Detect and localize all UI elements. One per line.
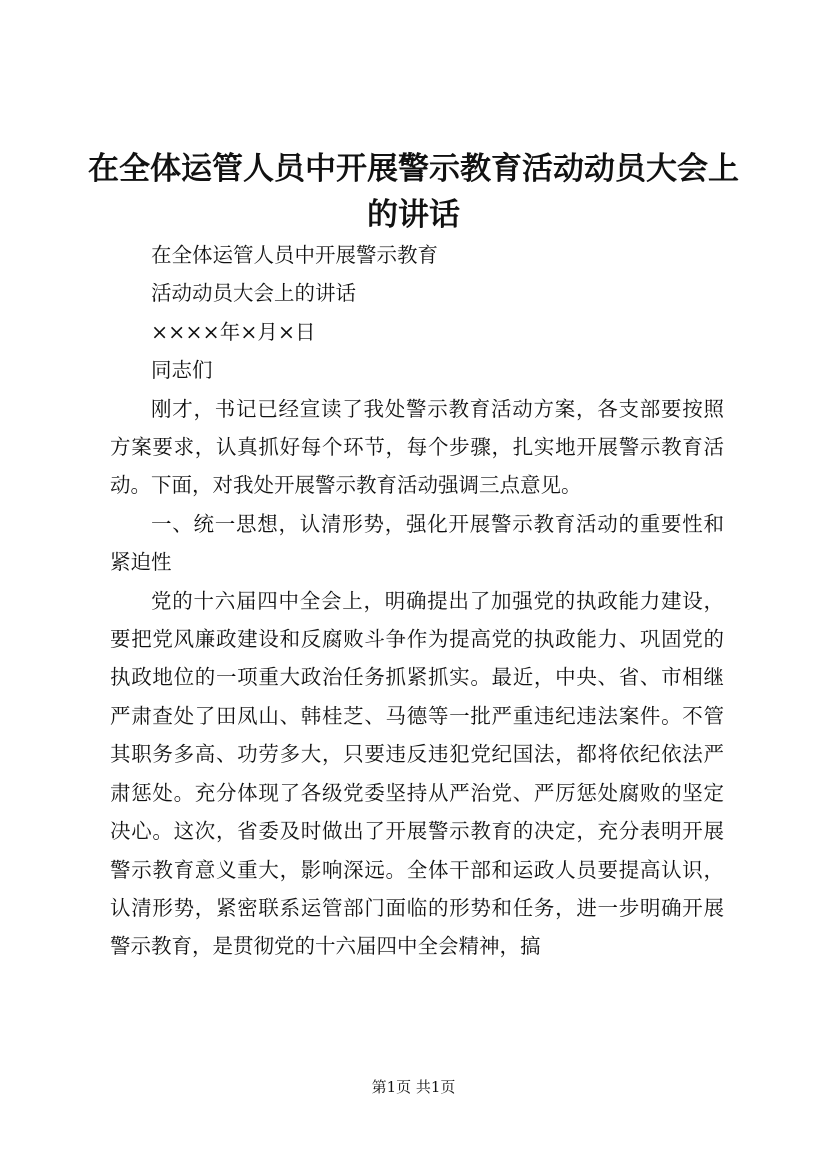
document-title: 在全体运管人员中开展警示教育活动动员大会上的讲话 [88,151,739,233]
document-body [110,236,724,966]
paragraph-date: ××××年×月×日 [151,319,316,344]
paragraph-salutation: 同志们 [151,358,213,383]
paragraph-section-heading-1: 一、统一思想，认清形势，强化开展警示教育活动的重要性和紧迫性 [110,511,724,575]
paragraph-intro: 刚才，书记已经宣读了我处警示教育活动方案，各支部要按照方案要求，认真抓好每个环节，每个步骤，扎实地开展警示教育活动。下面，对我处开展警示教育活动强调三点意见。 [110,396,724,498]
paragraph-body-1: 党的十六届四中全会上，明确提出了加强党的执政能力建设，要把党风廉政建设和反腐败斗争作为提高党的执政能力、巩固党的执政地位的一项重大政治任务抓紧抓实。最近，中央、省、市相继严肃查处了田凤山、韩桂芝、马德等一批严重违纪违法案件。不管其职务多高、功劳多大，只要违反违犯党纪国法，都将依纪依法严肃惩处。充分体现了各级党委坚持从严治党、严厉惩处腐败的坚定决心。这次，省委及时做出了开展警示教育的决定，充分表明开展警示教育意义重大，影响深远。全体干部和运政人员要提高认识，认清形势，紧密联系运管部门面临的形势和任务，进一步明确开展警示教育，是贯彻党的十六届四中全会精神，搞 [110,588,724,959]
page-footer: 第1页 共1页 [371,1078,456,1096]
paragraph-subtitle-line-1: 在全体运管人员中开展警示教育 [151,243,438,267]
paragraph-subtitle-line-2: 活动动员大会上的讲话 [151,281,356,306]
